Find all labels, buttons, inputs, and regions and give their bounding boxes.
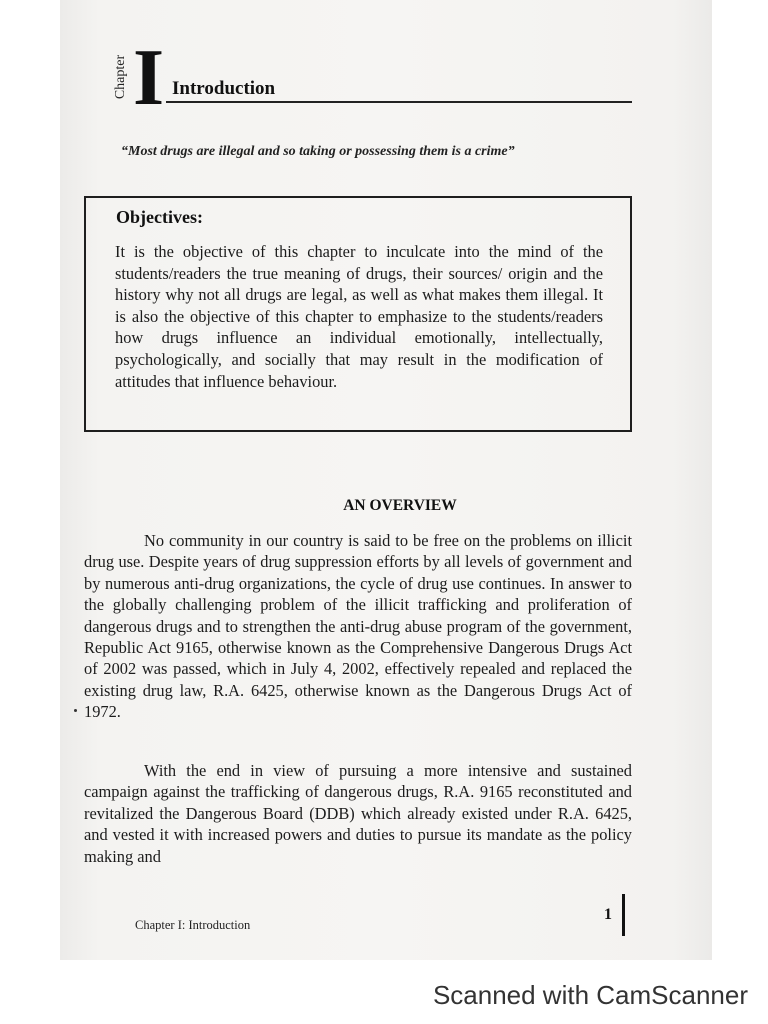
- chapter-title: Introduction: [172, 78, 276, 99]
- objectives-text: It is the objective of this chapter to inculcate into the mind of the students/readers the true meaning of drugs, their sources/ origin and the history why not all drugs are legal, as well as what makes them illegal. It is also the objective of this chapter to emphasize to the students/readers how drugs influence an individual emotionally, intellectually, psychologically, and socially that may result in the modification of attitudes that influence behaviour.: [115, 242, 603, 391]
- objectives-heading: Objectives:: [116, 207, 203, 227]
- running-footer: Chapter I: Introduction: [135, 918, 251, 932]
- camscanner-watermark: Scanned with CamScanner: [432, 980, 748, 1010]
- overview-heading: AN OVERVIEW: [343, 497, 457, 514]
- title-underline: [166, 101, 632, 103]
- page-number: 1: [604, 906, 612, 923]
- overview-paragraph-1-text: No community in our country is said to be free on the problems on illicit drug use. Despite years of drug suppression efforts by all levels of government and by numerous anti-drug organizations, the cycle of drug use continues. In answer to the globally challenging problem of the illicit trafficking and proliferation of dangerous drugs and to strengthen the anti-drug abuse program of the government, Republic Act 9165, otherwise known as the Comprehensive Dangerous Drugs Act of 2002 was passed, which in July 4, 2002, effectively repealed and replaced the existing drug law, R.A. 6425, otherwise known as the Dangerous Drugs Act of 1972.: [84, 531, 632, 722]
- page-number-bar: [622, 894, 625, 936]
- scan-speck: [74, 709, 77, 712]
- overview-paragraph-2: [84, 760, 632, 867]
- chapter-numeral: I: [133, 34, 165, 122]
- chapter-label-text: Chapter: [113, 54, 128, 100]
- chapter-label: [111, 48, 131, 106]
- overview-paragraph-1: [84, 530, 632, 723]
- epigraph-quote: “Most drugs are illegal and so taking or possessing them is a crime”: [121, 144, 515, 159]
- overview-paragraph-2-text: With the end in view of pursuing a more intensive and sustained campaign against the trafficking of dangerous drugs, R.A. 9165 reconstituted and revitalized the Dangerous Board (DDB) which already existed under R.A. 6425, and vested it with increased powers and duties to pursue its mandate as the policy making and: [84, 761, 632, 866]
